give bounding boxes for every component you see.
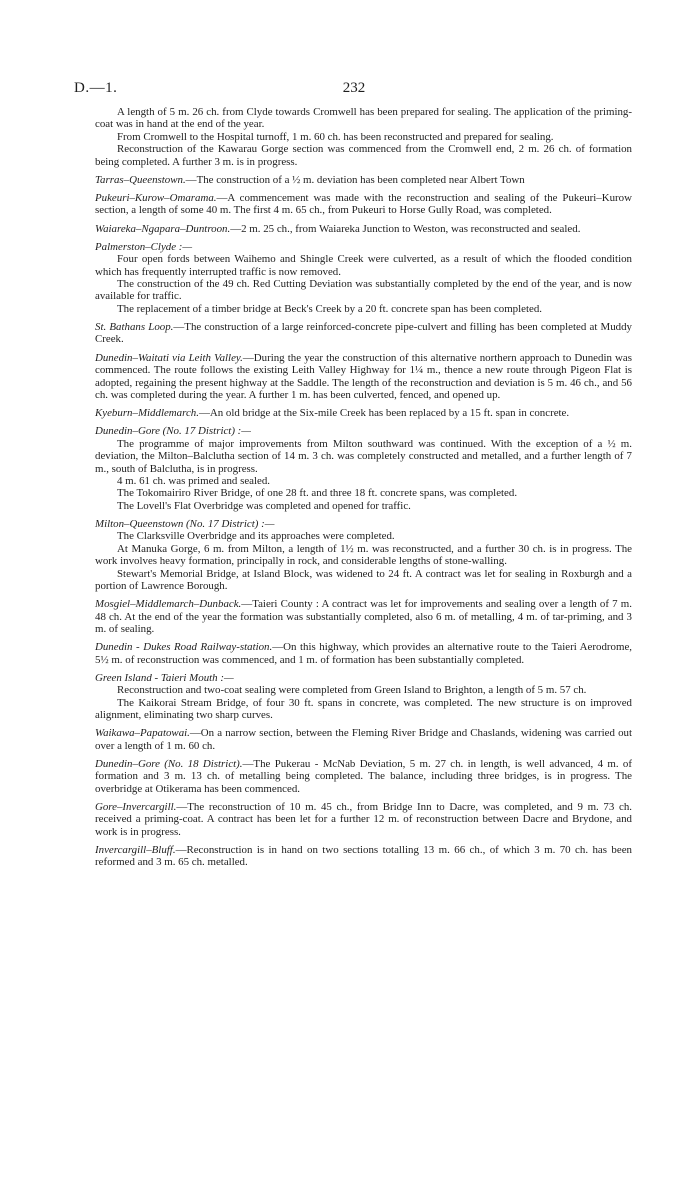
document-code: D.—1. — [74, 80, 118, 96]
body-paragraph — [74, 684, 632, 696]
body-paragraph — [74, 487, 632, 499]
paragraph-text: —On this highway, which provides an alternative route to the Taieri Aerodrome, 5½ m. of reconstruction was commenced, and 1 m. of formation has been substantially completed. — [95, 641, 633, 666]
body-paragraph — [74, 500, 632, 512]
body-paragraph — [74, 303, 632, 315]
section-paragraph — [74, 598, 632, 635]
paragraph-text: —During the year the construction of this alternative northern approach to Dunedin was commenced. The route follows the existing Leith Valley Highway for 1¼ m., thence a new route through Pigeon Flat is adopted, regaining the present highway at the Saddle. The length of the reconstruction and deviation is 5 m. 46 ch., and 56 ch. was completed during the year. A further 1 m. has been culverted, fenced, and opened up. — [95, 351, 632, 401]
body-paragraph — [74, 697, 632, 722]
section-title: Dunedin–Gore (No. 18 District). — [95, 757, 243, 770]
section-paragraph — [74, 518, 632, 530]
section-paragraph — [74, 241, 632, 253]
paragraph-text: —The construction of a ½ m. deviation has been completed near Albert Town — [185, 173, 525, 186]
section-title: Gore–Invercargill. — [95, 800, 177, 813]
section-paragraph — [74, 425, 632, 437]
section-paragraph — [74, 223, 632, 235]
paragraph-text: The replacement of a timber bridge at Beck's Creek by a 20 ft. concrete span has been completed. — [117, 302, 543, 315]
section-paragraph — [74, 641, 632, 666]
paragraph-text: The Tokomairiro River Bridge, of one 28 ft. and three 18 ft. concrete spans, was completed. — [117, 487, 518, 500]
section-paragraph — [74, 727, 632, 752]
body-paragraph — [74, 106, 632, 131]
paragraph-text: A length of 5 m. 26 ch. from Clyde towards Cromwell has been prepared for sealing. The application of the priming-coat was in hand at the end of the year. — [95, 106, 632, 131]
section-paragraph — [74, 407, 632, 419]
section-paragraph — [74, 174, 632, 186]
paragraph-text: Reconstruction of the Kawarau Gorge section was commenced from the Cromwell end, 2 m. 26 ch. of formation being completed. A further 3 m. is in progress. — [95, 143, 632, 168]
paragraph-text: —The construction of a large reinforced-concrete pipe-culvert and filling has been completed at Muddy Creek. — [95, 321, 633, 346]
paragraph-text: —Taieri County : A contract was let for improvements and sealing over a length of 7 m. 48 ch. At the end of the year the formation was substantially completed, also 6 m. of metalling, 4 m. of tar-priming, and 3 m. of sealing. — [95, 598, 632, 635]
section-paragraph — [74, 321, 632, 346]
body-text — [74, 106, 632, 869]
section-title: Dunedin - Dukes Road Railway-station. — [95, 641, 273, 654]
body-paragraph — [74, 131, 632, 143]
paragraph-text: Reconstruction and two-coat sealing were completed from Green Island to Brighton, a length of 5 m. 57 ch. — [117, 684, 587, 697]
paragraph-text: Four open fords between Waihemo and Shingle Creek were culverted, as a result of which the flooded condition which has frequently interrupted traffic is now removed. — [95, 253, 632, 278]
paragraph-text: —On a narrow section, between the Fleming River Bridge and Chaslands, widening was carried out over a length of 1 m. 60 ch. — [95, 727, 632, 752]
paragraph-text: Stewart's Memorial Bridge, at Island Block, was widened to 24 ft. A contract was let for sealing in Roxburgh and a portion of Lawrence Borough. — [95, 567, 632, 592]
paragraph-text: The Kaikorai Stream Bridge, of four 30 ft. spans in concrete, was completed. The new structure is on improved alignment, eliminating two sharp curves. — [95, 696, 632, 722]
section-paragraph — [74, 758, 632, 795]
paragraph-text: —2 m. 25 ch., from Waiareka Junction to Weston, was reconstructed and sealed. — [230, 222, 581, 235]
section-paragraph — [74, 352, 632, 402]
paragraph-text: —The reconstruction of 10 m. 45 ch., from Bridge Inn to Dacre, was completed, and 9 m. 73 ch. received a priming-coat. A contract has been let for a further 12 m. of reconstruction between Dacre and Brydone, and work is in progress. — [95, 800, 632, 838]
section-title: Invercargill–Bluff. — [95, 843, 176, 856]
section-paragraph — [74, 801, 632, 838]
paragraph-text: The Lovell's Flat Overbridge was completed and opened for traffic. — [117, 499, 411, 512]
body-paragraph — [74, 253, 632, 278]
body-paragraph — [74, 278, 632, 303]
body-paragraph — [74, 438, 632, 475]
paragraph-text: —Reconstruction is in hand on two sections totalling 13 m. 66 ch., of which 3 m. 70 ch. has been reformed and 3 m. 65 ch. metalled. — [95, 843, 632, 869]
section-title: Pukeuri–Kurow–Omarama. — [95, 192, 217, 205]
section-title: St. Bathans Loop. — [95, 321, 174, 334]
body-paragraph — [74, 143, 632, 168]
section-title: Kyeburn–Middlemarch. — [95, 407, 199, 420]
body-paragraph — [74, 543, 632, 568]
section-title: Waiareka–Ngapara–Duntroon. — [95, 222, 231, 235]
section-title: Tarras–Queenstown. — [95, 173, 186, 186]
page-number: 232 — [342, 80, 366, 96]
body-paragraph — [74, 568, 632, 593]
paragraph-text: —A commencement was made with the reconstruction and sealing of the Pukeuri–Kurow section, a length of some 40 m. The first 4 m. 65 ch., from Pukeuri to Horse Gully Road, was completed. — [95, 192, 632, 217]
section-title: Mosgiel–Middlemarch–Dunback. — [95, 598, 242, 611]
section-title: Milton–Queenstown (No. 17 District) :— — [95, 517, 275, 530]
paragraph-text: At Manuka Gorge, 6 m. from Milton, a length of 1½ m. was reconstructed, and a further 30 ch. is in progress. The work involves heavy formation, principally in rock, and considerable lengths of stone-walling. — [95, 542, 632, 568]
section-title: Palmerston–Clyde :— — [95, 240, 193, 253]
section-paragraph — [74, 192, 632, 217]
section-title: Waikawa–Papatowai. — [95, 727, 190, 740]
section-title: Dunedin–Waitati via Leith Valley. — [95, 351, 243, 364]
section-paragraph — [74, 844, 632, 869]
paragraph-text: —The Pukerau - McNab Deviation, 5 m. 27 ch. in length, is well advanced, 4 m. of formation and 3 m. 13 ch. of metalling being completed. The balance, including three bridges, is in progress. The overbridge at Otikerama has been commenced. — [95, 757, 632, 795]
paragraph-text: From Cromwell to the Hospital turnoff, 1 m. 60 ch. has been reconstructed and prepared for sealing. — [117, 130, 554, 143]
section-title: Dunedin–Gore (No. 17 District) :— — [95, 425, 251, 438]
paragraph-text: 4 m. 61 ch. was primed and sealed. — [117, 474, 271, 487]
section-paragraph — [74, 672, 632, 684]
paragraph-text: The Clarksville Overbridge and its approaches were completed. — [117, 530, 395, 543]
section-title: Green Island - Taieri Mouth :— — [95, 671, 234, 684]
paragraph-text: The construction of the 49 ch. Red Cutting Deviation was substantially completed by the end of the year, and is now available for traffic. — [95, 278, 632, 303]
body-paragraph — [74, 475, 632, 487]
paragraph-text: The programme of major improvements from Milton southward was continued. With the exception of a ½ m. deviation, the Milton–Balclutha section of 14 m. 3 ch. was completely constructed and metalled, and a further length of 7 m., south of Balclutha, is in progress. — [95, 437, 632, 475]
paragraph-text: —An old bridge at the Six-mile Creek has been replaced by a 15 ft. span in concrete. — [198, 407, 570, 420]
body-paragraph — [74, 530, 632, 542]
